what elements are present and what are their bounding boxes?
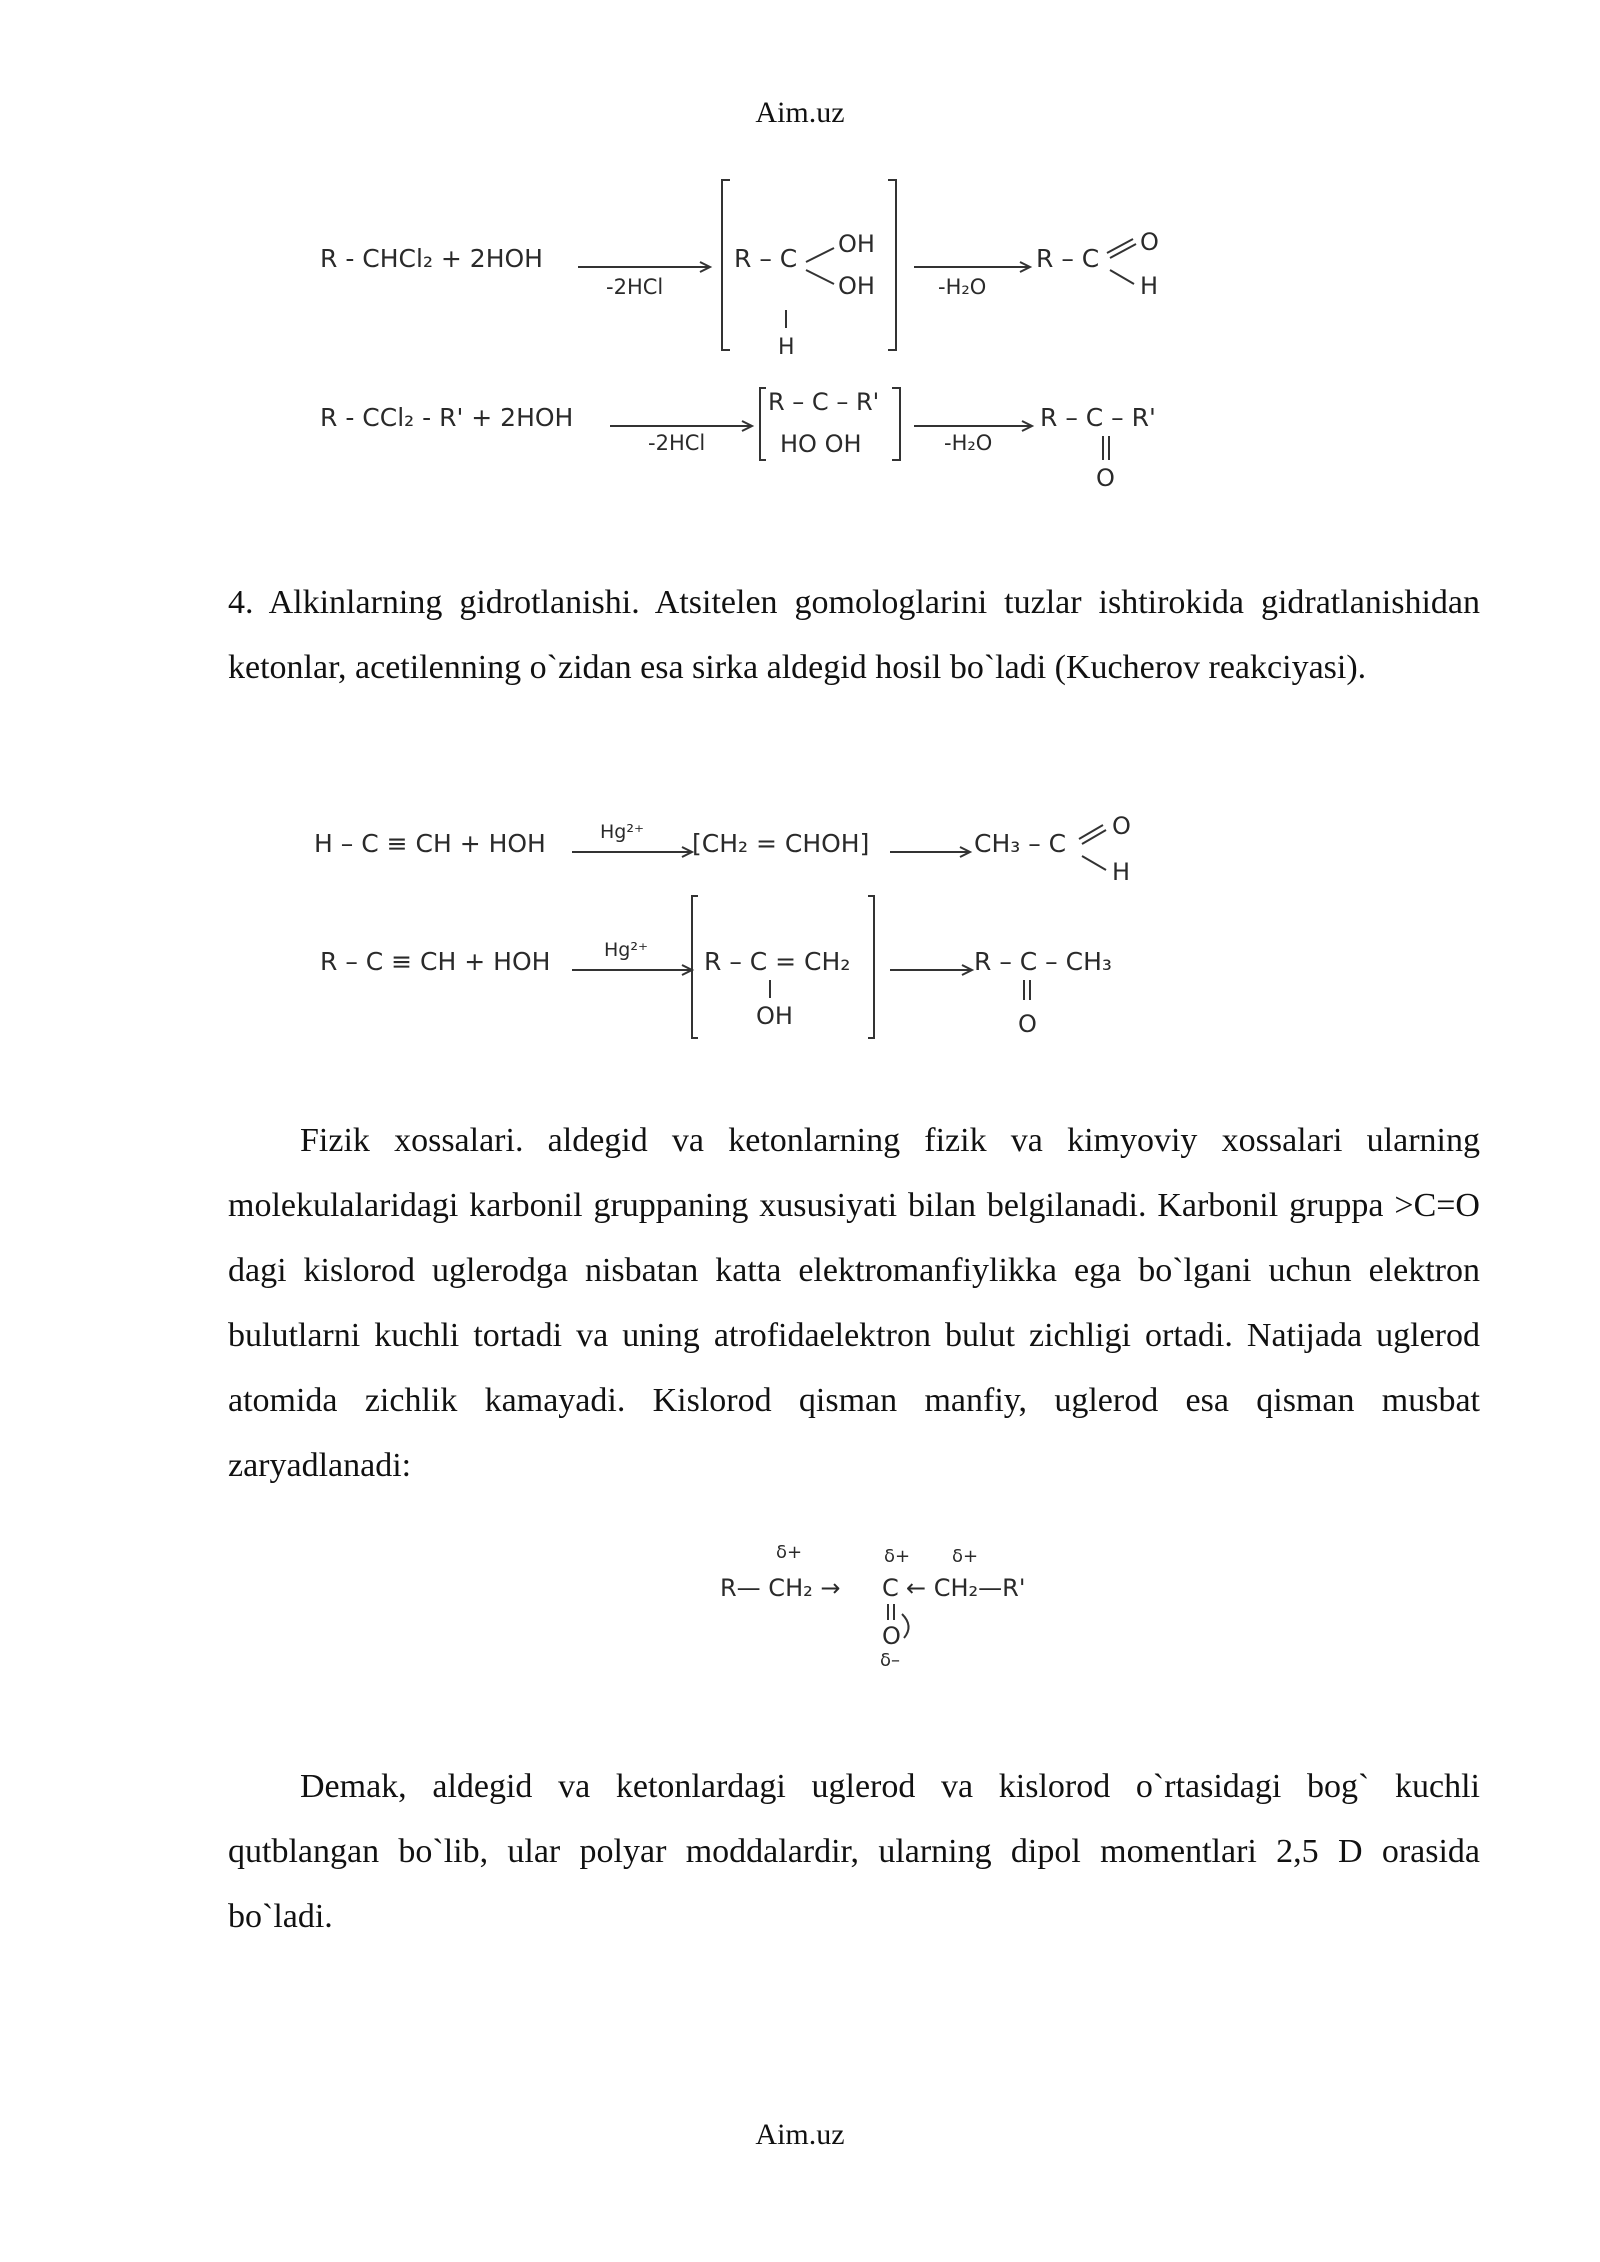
formula-left: R— CH₂ → [720, 1574, 841, 1602]
carbonyl-oxygen: O [882, 1622, 901, 1650]
delta-minus: δ– [880, 1650, 901, 1671]
conclusion-paragraph [228, 1754, 1480, 1949]
k1-product: CH₃ – C [974, 829, 1067, 858]
r1-reactants: R - CHCl₂ + 2HOH [320, 244, 543, 273]
delta-plus-1: δ+ [776, 1542, 803, 1563]
conclusion-text: Demak, aldegid va ketonlardagi uglerod va kislorod o`rtasidagi bog` kuchli qutblangan bo`lib, ular polyar moddalardir, ularning dipol momentlari 2,5 D orasida bo`ladi. [228, 1768, 1480, 1935]
r1-oh-bottom: OH [838, 272, 875, 300]
r1-product-h: H [1140, 272, 1159, 300]
page-header: Aim.uz [755, 96, 845, 129]
carbonyl-polarization-scheme [716, 1538, 1076, 1678]
hydrolysis-scheme [310, 170, 1190, 500]
r2-product: R – C – R' [1040, 403, 1156, 432]
physical-properties-paragraph [228, 1108, 1480, 1498]
r2-condition-2: -H₂O [944, 431, 993, 455]
r2-product-o: O [1096, 464, 1115, 492]
r2-reactants: R - CCl₂ - R' + 2HOH [320, 403, 574, 432]
r2-intermediate-top: R – C – R' [768, 388, 880, 416]
k1-reactants: H – C ≡ CH + HOH [314, 829, 546, 858]
kucherov-scheme [310, 810, 1190, 1060]
k2-intermediate: R – C = CH₂ [704, 947, 851, 976]
delta-plus-3: δ+ [952, 1546, 979, 1567]
k2-catalyst: Hg²⁺ [604, 939, 648, 961]
k2-product: R – C – CH₃ [974, 947, 1112, 976]
k1-intermediate: [CH₂ = CHOH] [692, 829, 870, 858]
k1-product-o: O [1112, 812, 1131, 840]
r1-h: H [778, 335, 795, 360]
carbonyl-carbon: C [882, 1574, 899, 1602]
r2-intermediate-bottom: HO OH [780, 430, 862, 458]
k2-oh: OH [756, 1002, 793, 1030]
r1-product: R – C [1036, 244, 1100, 273]
section-4-alkyne-hydration [228, 570, 1480, 700]
k1-catalyst: Hg²⁺ [600, 821, 644, 843]
k2-product-o: O [1018, 1010, 1037, 1038]
k2-reactants: R – C ≡ CH + HOH [320, 947, 551, 976]
r1-condition: -2HCl [606, 275, 664, 299]
r1-oh-top: OH [838, 230, 875, 258]
r2-condition: -2HCl [648, 431, 706, 455]
k1-product-h: H [1112, 858, 1131, 886]
r1-product-o: O [1140, 228, 1159, 256]
physical-properties-text: Fizik xossalari. aldegid va ketonlarning fizik va kimyoviy xossalari ularning molekulalaridagi karbonil gruppaning xususiyati bilan belgilanadi. Karbonil gruppa >C=O dagi kislorod uglerodga nisbatan katta elektromanfiylikka ega bo`lgani uchun elektron bulutlarni kuchli tortadi va uning atrofidaelektron bulut zichligi ortadi. Natijada uglerod atomida zichlik kamayadi. Kislorod qisman manfiy, uglerod esa qisman musbat zaryadlanadi: [228, 1122, 1480, 1484]
r1-intermediate: R – C [734, 244, 798, 273]
page-footer: Aim.uz [755, 2118, 845, 2151]
formula-right: ← CH₂—R' [906, 1574, 1026, 1602]
section-4-text: 4. Alkinlarning gidrotlanishi. Atsitelen gomologlarini tuzlar ishtirokida gidratlanishidan ketonlar, acetilenning o`zidan esa sirka aldegid hosil bo`ladi (Kucherov reakciyasi). [228, 584, 1480, 686]
r1-condition-2: -H₂O [938, 275, 987, 299]
delta-plus-2: δ+ [884, 1546, 911, 1567]
